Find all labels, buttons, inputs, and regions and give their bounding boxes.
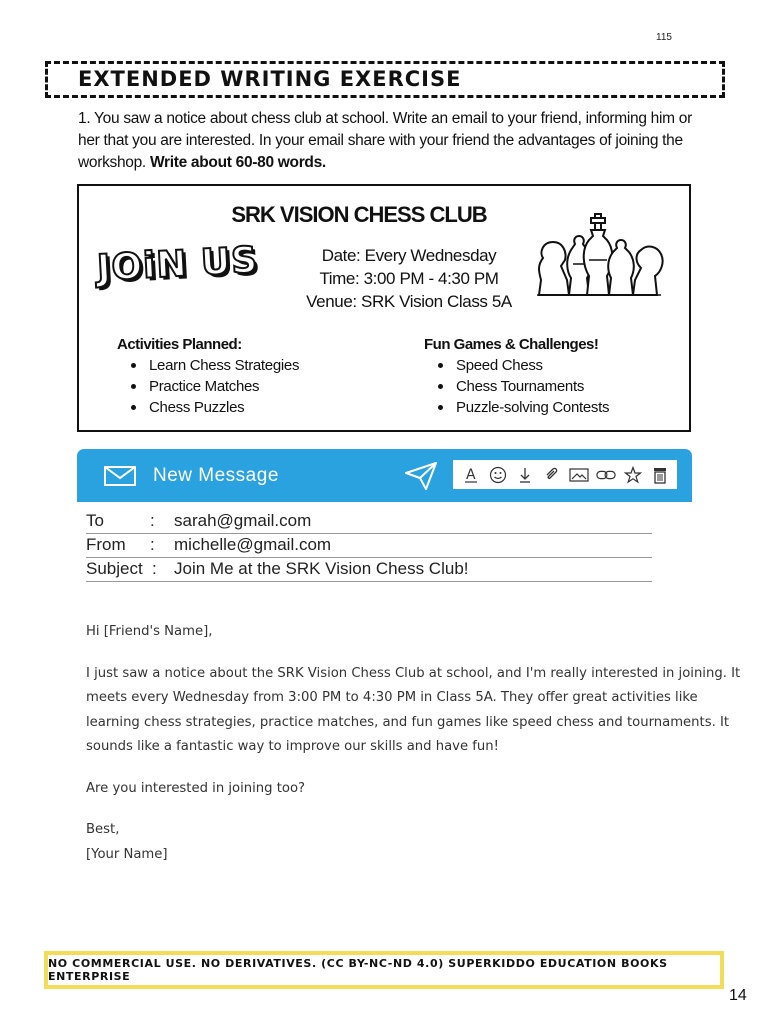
font-icon[interactable] (461, 465, 481, 485)
to-underline (86, 533, 652, 534)
svg-text:A: A (465, 466, 476, 483)
page-number-bottom: 14 (729, 987, 747, 1004)
new-message-title: New Message (153, 465, 279, 486)
emoji-icon[interactable] (488, 465, 508, 485)
license-text: NO COMMERCIAL USE. NO DERIVATIVES. (CC BY-NC-ND 4.0) SUPERKIDDO EDUCATION BOOKS ENTERPRISE (48, 957, 668, 983)
send-icon[interactable] (404, 461, 438, 491)
subject-input[interactable]: Join Me at the SRK Vision Chess Club! (174, 559, 469, 578)
from-underline (86, 557, 652, 558)
activity-item: Practice Matches (117, 376, 299, 397)
games-list (424, 355, 609, 418)
email-greeting: Hi [Friend's Name], (86, 624, 213, 639)
activities-heading: Activities Planned: (117, 336, 242, 353)
instructions (78, 108, 698, 174)
trash-icon[interactable] (650, 465, 670, 485)
instructions-bold: Write about 60-80 words. (149, 154, 326, 171)
event-details (244, 244, 574, 313)
email-body[interactable] (86, 620, 746, 867)
game-item: Puzzle-solving Contests (424, 397, 609, 418)
to-input[interactable]: sarah@gmail.com (174, 511, 312, 530)
page-number-top: 115 (656, 32, 672, 43)
chess-pieces-illustration (529, 200, 669, 300)
to-colon: : (150, 511, 155, 530)
star-icon[interactable] (623, 465, 643, 485)
image-icon[interactable] (569, 465, 589, 485)
paperclip-icon[interactable] (542, 465, 562, 485)
activities-list (117, 355, 299, 418)
formatting-toolbar (453, 460, 677, 489)
instructions-text: 1. You saw a notice about chess club at school. Write an email to your friend, informing him or her that you are interested. In your email share with your friend the advantages of joining the workshop. (78, 110, 692, 171)
chess-club-notice (77, 184, 691, 432)
activity-item: Learn Chess Strategies (117, 355, 299, 376)
event-time: Time: 3:00 PM - 4:30 PM (319, 269, 499, 288)
event-date: Date: Every Wednesday (321, 246, 497, 265)
new-message-header (77, 449, 692, 502)
game-item: Speed Chess (424, 355, 609, 376)
game-item: Chess Tournaments (424, 376, 609, 397)
games-column (424, 336, 609, 418)
subject-underline (86, 581, 652, 582)
link-icon[interactable] (596, 465, 616, 485)
subject-colon: : (152, 559, 157, 578)
activities-column (117, 336, 299, 418)
subject-label: Subject (86, 559, 143, 578)
email-signature: [Your Name] (86, 846, 168, 862)
email-closing: Best, (86, 822, 120, 837)
activity-item: Chess Puzzles (117, 397, 299, 418)
from-input[interactable]: michelle@gmail.com (174, 535, 332, 554)
section-title: EXTENDED WRITING EXERCISE (78, 67, 462, 91)
from-label: From (86, 535, 126, 554)
email-question: Are you interested in joining too? (86, 780, 306, 796)
download-icon[interactable] (515, 465, 535, 485)
games-heading: Fun Games & Challenges! (424, 336, 599, 353)
event-venue: Venue: SRK Vision Class 5A (306, 292, 512, 311)
to-label: To (86, 511, 104, 530)
mail-icon (104, 466, 136, 486)
join-us-text: JOiN US (96, 239, 260, 290)
club-name: SRK VISION CHESS CLUB (231, 202, 487, 227)
from-colon: : (150, 535, 155, 554)
email-paragraph: I just saw a notice about the SRK Vision Chess Club at school, and I'm really interested in joining. It meets every Wednesday from 3:00 PM to 4:30 PM in Class 5A. They offer great activities like learning chess strategies, practice matches, and fun games like speed chess and tournaments. It sounds like a fantastic way to improve our skills and have fun! (86, 665, 741, 754)
license-footer (44, 951, 724, 989)
